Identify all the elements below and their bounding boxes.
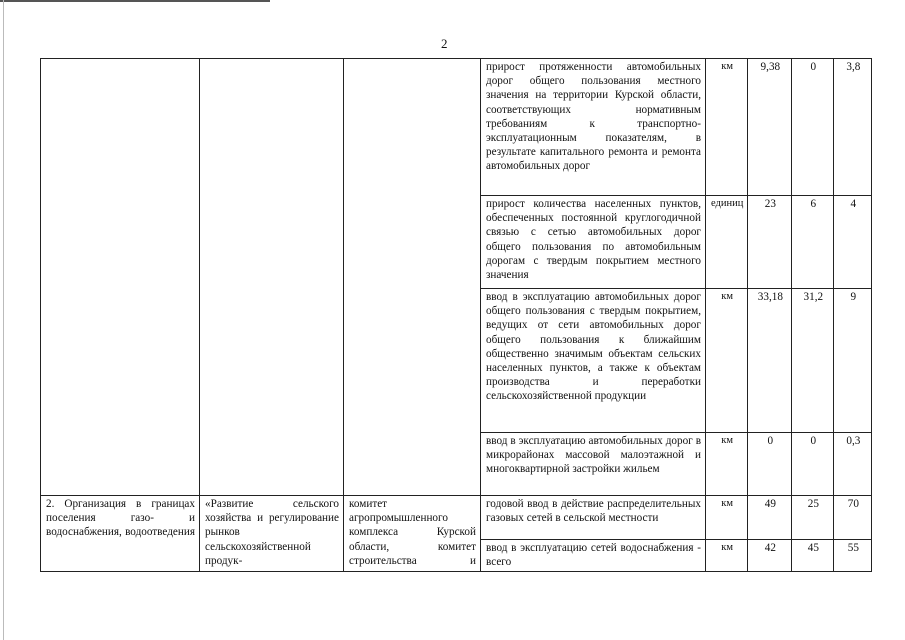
value-cell: 9 bbox=[834, 289, 872, 433]
value-cell: 45 bbox=[792, 540, 834, 572]
value-cell: 0 bbox=[792, 59, 834, 196]
unit-cell: км bbox=[706, 289, 748, 433]
indicator-table bbox=[40, 58, 872, 572]
executor-cell-empty bbox=[344, 59, 481, 496]
unit-cell: единиц bbox=[706, 196, 748, 289]
value-cell: 31,2 bbox=[792, 289, 834, 433]
value-cell: 0,3 bbox=[834, 433, 872, 496]
executor-cell: комитет агропромышленного комплекса Курской области, комитет строительства и bbox=[344, 496, 481, 572]
goal-cell-empty bbox=[41, 59, 200, 496]
program-cell: «Развитие сельского хозяйства и регулирование рынков сельскохозяйственной продук- bbox=[200, 496, 344, 572]
value-cell: 23 bbox=[748, 196, 792, 289]
value-cell: 70 bbox=[834, 496, 872, 540]
value-cell: 0 bbox=[792, 433, 834, 496]
value-cell: 55 bbox=[834, 540, 872, 572]
indicator-cell: годовой ввод в действие распределительных газовых сетей в сельской местности bbox=[481, 496, 706, 540]
goal-cell: 2. Организация в границах поселения газо- и водоснабжения, водоотведения bbox=[41, 496, 200, 572]
value-cell: 0 bbox=[748, 433, 792, 496]
value-cell: 42 bbox=[748, 540, 792, 572]
indicator-cell: ввод в эксплуатацию автомобильных дорог в микрорайонах массовой малоэтажной и многоквартирной застройки жильем bbox=[481, 433, 706, 496]
scan-edge bbox=[3, 0, 4, 640]
page-number: 2 bbox=[441, 36, 448, 51]
unit-cell: км bbox=[706, 496, 748, 540]
value-cell: 6 bbox=[792, 196, 834, 289]
unit-cell: км bbox=[706, 540, 748, 572]
top-rule bbox=[0, 0, 270, 2]
table-row bbox=[41, 59, 872, 196]
value-cell: 25 bbox=[792, 496, 834, 540]
program-cell-empty bbox=[200, 59, 344, 496]
indicator-cell: прирост количества населенных пунктов, обеспеченных постоянной круглогодичной связью с сетью автомобильных дорог общего пользования по автомобильным дорогам с твердым покрытием местного значения bbox=[481, 196, 706, 289]
value-cell: 49 bbox=[748, 496, 792, 540]
unit-cell: км bbox=[706, 433, 748, 496]
indicator-cell: ввод в эксплуатацию автомобильных дорог общего пользования с твердым покрытием, ведущих от сети автомобильных дорог общего пользования к ближайшим общественно значимым объектам сельских населенных пунктов, а также к объектам производства и переработки сельскохозяйственной продукции bbox=[481, 289, 706, 433]
indicator-cell: ввод в эксплуатацию сетей водоснабжения - всего bbox=[481, 540, 706, 572]
value-cell: 3,8 bbox=[834, 59, 872, 196]
value-cell: 9,38 bbox=[748, 59, 792, 196]
table-row bbox=[41, 496, 872, 540]
unit-cell: км bbox=[706, 59, 748, 196]
indicator-cell: прирост протяженности автомобильных дорог общего пользования местного значения на территории Курской области, соответствующих нормативным требованиям к транспортно-эксплуатационным показателям, в результате капитального ремонта и ремонта автомобильных дорог bbox=[481, 59, 706, 196]
value-cell: 4 bbox=[834, 196, 872, 289]
value-cell: 33,18 bbox=[748, 289, 792, 433]
